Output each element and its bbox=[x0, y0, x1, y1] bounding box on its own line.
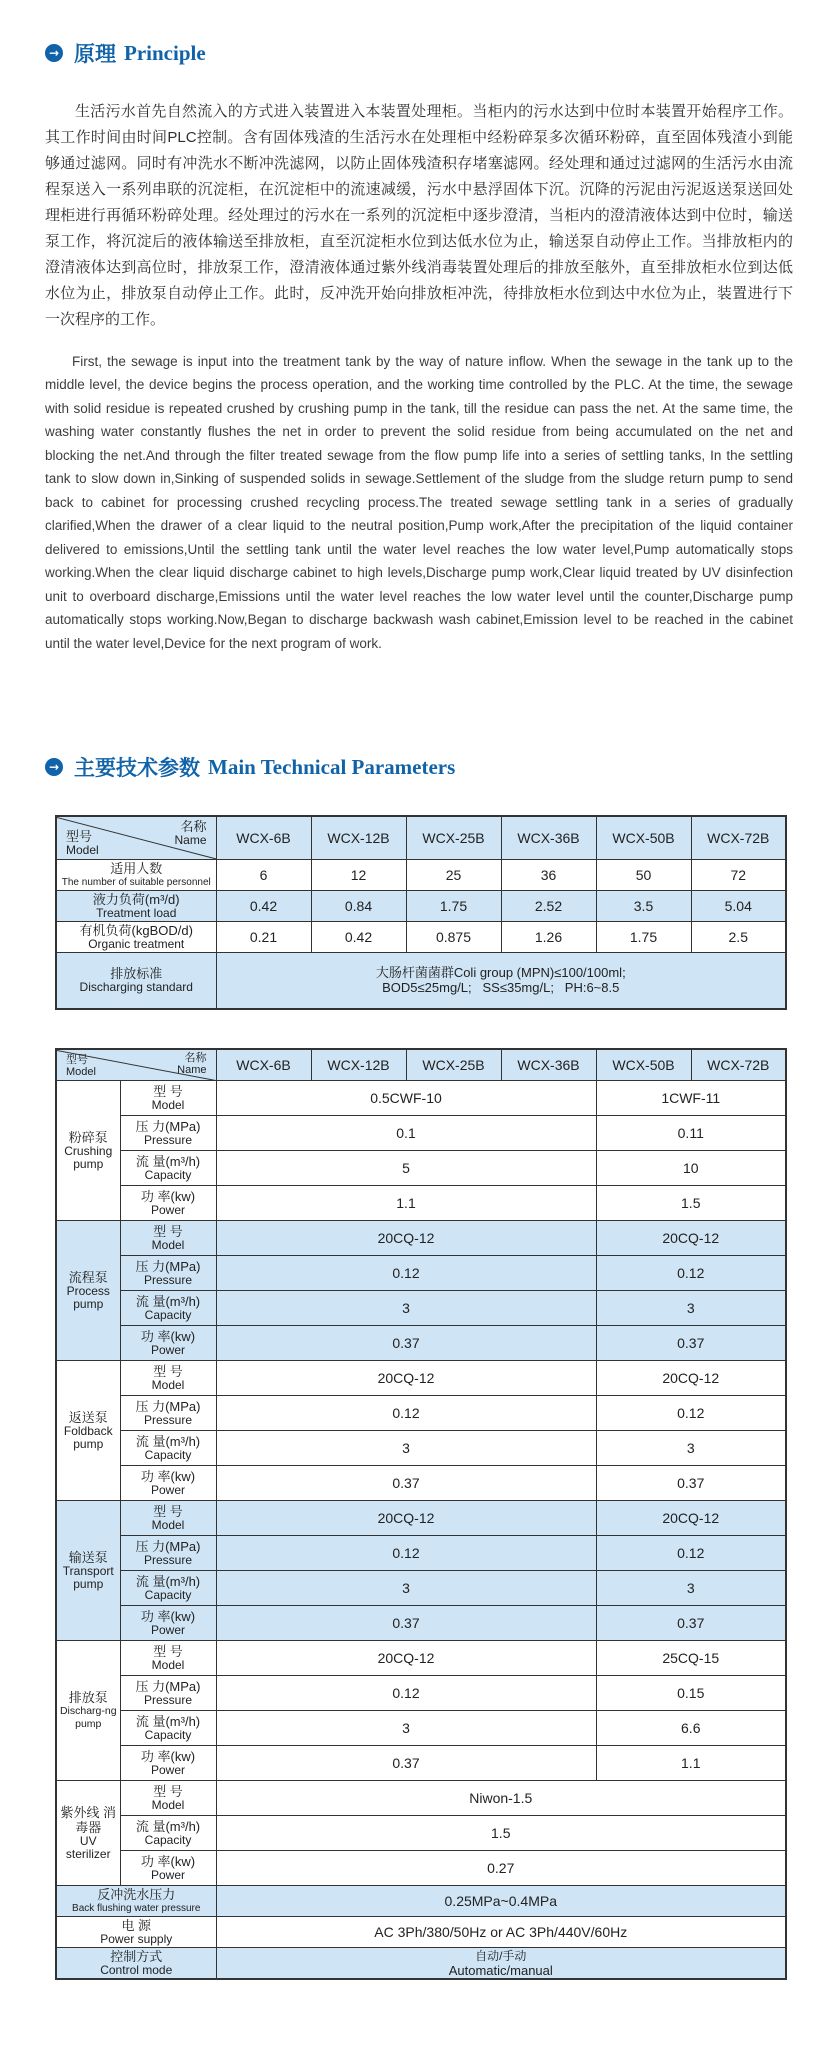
value-cell: 20CQ-12 bbox=[216, 1361, 596, 1396]
row-label: 型 号 Model bbox=[120, 1641, 216, 1676]
model-header: WCX-72B bbox=[691, 816, 786, 860]
value-cell: 5 bbox=[216, 1151, 596, 1186]
table-row bbox=[56, 1186, 786, 1221]
value-cell: 25CQ-15 bbox=[596, 1641, 786, 1676]
value-cell: 3.5 bbox=[596, 891, 691, 922]
value-cell: 20CQ-12 bbox=[216, 1641, 596, 1676]
table-header-row bbox=[56, 816, 786, 860]
row-label: 流 量(m³/h) Capacity bbox=[120, 1711, 216, 1746]
table-row bbox=[56, 1641, 786, 1676]
table-row bbox=[56, 1851, 786, 1886]
value-cell: 2.5 bbox=[691, 922, 786, 953]
table-row bbox=[56, 1396, 786, 1431]
value-cell: 6 bbox=[216, 860, 311, 891]
row-label: 功 率(kw) Power bbox=[120, 1186, 216, 1221]
table-row bbox=[56, 1886, 786, 1917]
discharging-standard-line2: BOD5≤25mg/L; SS≤35mg/L; PH:6~8.5 bbox=[382, 980, 620, 996]
row-label: 流 量(m³/h) Capacity bbox=[120, 1816, 216, 1851]
value-cell: 0.11 bbox=[596, 1116, 786, 1151]
table-row bbox=[56, 1711, 786, 1746]
value-cell: Niwon-1.5 bbox=[216, 1781, 786, 1816]
value-cell bbox=[216, 953, 786, 1009]
value-cell: 0.27 bbox=[216, 1851, 786, 1886]
value-cell: 20CQ-12 bbox=[216, 1501, 596, 1536]
table-row bbox=[56, 1221, 786, 1256]
value-cell bbox=[216, 1948, 786, 1980]
row-label: 压 力(MPa) Pressure bbox=[120, 1536, 216, 1571]
main-parameters-table bbox=[55, 815, 787, 1010]
arrow-right-circle-icon: → bbox=[45, 44, 63, 62]
table-row bbox=[56, 1746, 786, 1781]
table-row bbox=[56, 922, 786, 953]
row-label: 压 力(MPa) Pressure bbox=[120, 1256, 216, 1291]
section-heading-parameters bbox=[45, 752, 455, 782]
value-cell: 1.26 bbox=[501, 922, 596, 953]
table-row bbox=[56, 1948, 786, 1980]
value-cell: 0.42 bbox=[311, 922, 406, 953]
table-row bbox=[56, 1116, 786, 1151]
row-label: 压 力(MPa) Pressure bbox=[120, 1676, 216, 1711]
control-mode-zh: 自动/手动 bbox=[475, 1949, 527, 1963]
table-row bbox=[56, 1676, 786, 1711]
value-cell: 3 bbox=[216, 1711, 596, 1746]
value-cell: 3 bbox=[216, 1291, 596, 1326]
corner-cell bbox=[56, 816, 216, 860]
value-cell: 20CQ-12 bbox=[596, 1221, 786, 1256]
row-label: 压 力(MPa) Pressure bbox=[120, 1396, 216, 1431]
value-cell: 0.1 bbox=[216, 1116, 596, 1151]
table-row bbox=[56, 1361, 786, 1396]
value-cell: 3 bbox=[216, 1431, 596, 1466]
value-cell: 25 bbox=[406, 860, 501, 891]
row-label: 流 量(m³/h) Capacity bbox=[120, 1431, 216, 1466]
corner-model-label: 型号 Model bbox=[66, 1054, 96, 1078]
value-cell: 0.21 bbox=[216, 922, 311, 953]
row-label: 型 号 Model bbox=[120, 1361, 216, 1396]
table-row bbox=[56, 953, 786, 1009]
detail-parameters-table bbox=[55, 1048, 787, 1980]
group-label: 流程泵 Process pump bbox=[56, 1221, 120, 1361]
value-cell: 0.37 bbox=[216, 1606, 596, 1641]
row-label: 型 号 Model bbox=[120, 1501, 216, 1536]
value-cell: 0.15 bbox=[596, 1676, 786, 1711]
model-header: WCX-72B bbox=[691, 1049, 786, 1081]
arrow-right-circle-icon: → bbox=[45, 758, 63, 776]
row-label: 液力负荷(m³/d) Treatment load bbox=[56, 891, 216, 922]
group-label: 返送泵 Foldback pump bbox=[56, 1361, 120, 1501]
group-label: 紫外线 消毒器 UV sterilizer bbox=[56, 1781, 120, 1886]
row-label: 控制方式 Control mode bbox=[56, 1948, 216, 1980]
value-cell: 10 bbox=[596, 1151, 786, 1186]
row-label: 型 号 Model bbox=[120, 1221, 216, 1256]
row-label: 电 源 Power supply bbox=[56, 1917, 216, 1948]
corner-name-label: 名称 Name bbox=[174, 819, 207, 847]
model-header: WCX-12B bbox=[311, 1049, 406, 1081]
model-header: WCX-25B bbox=[406, 816, 501, 860]
value-cell: 0.37 bbox=[596, 1606, 786, 1641]
value-cell: 0.12 bbox=[216, 1396, 596, 1431]
model-header: WCX-12B bbox=[311, 816, 406, 860]
row-label: 功 率(kw) Power bbox=[120, 1746, 216, 1781]
value-cell: 50 bbox=[596, 860, 691, 891]
table-row bbox=[56, 1256, 786, 1291]
table-row bbox=[56, 1326, 786, 1361]
value-cell: 0.25MPa~0.4MPa bbox=[216, 1886, 786, 1917]
table-row bbox=[56, 1606, 786, 1641]
value-cell: 72 bbox=[691, 860, 786, 891]
value-cell: 0.12 bbox=[216, 1536, 596, 1571]
table-row bbox=[56, 1816, 786, 1851]
principle-title-zh: 原理 bbox=[74, 42, 116, 66]
parameters-title-zh: 主要技术参数 bbox=[74, 756, 200, 780]
table-row bbox=[56, 891, 786, 922]
row-label: 适用人数 The number of suitable personnel bbox=[56, 860, 216, 891]
row-label: 型 号 Model bbox=[120, 1081, 216, 1116]
table-row bbox=[56, 1081, 786, 1116]
value-cell: 3 bbox=[596, 1571, 786, 1606]
row-label: 反冲洗水压力 Back flushing water pressure bbox=[56, 1886, 216, 1917]
value-cell: 1.5 bbox=[596, 1186, 786, 1221]
row-label: 功 率(kw) Power bbox=[120, 1851, 216, 1886]
value-cell: 0.5CWF-10 bbox=[216, 1081, 596, 1116]
discharging-standard-line1: 大肠杆菌菌群Coli group (MPN)≤100/100ml; bbox=[375, 965, 626, 981]
value-cell: 36 bbox=[501, 860, 596, 891]
row-label: 功 率(kw) Power bbox=[120, 1606, 216, 1641]
value-cell: 3 bbox=[596, 1291, 786, 1326]
model-header: WCX-36B bbox=[501, 1049, 596, 1081]
value-cell: 0.84 bbox=[311, 891, 406, 922]
row-label: 流 量(m³/h) Capacity bbox=[120, 1571, 216, 1606]
value-cell: 0.42 bbox=[216, 891, 311, 922]
corner-cell bbox=[56, 1049, 216, 1081]
value-cell: 0.37 bbox=[596, 1326, 786, 1361]
value-cell: 0.12 bbox=[596, 1256, 786, 1291]
section-heading-principle bbox=[45, 38, 206, 68]
value-cell: 6.6 bbox=[596, 1711, 786, 1746]
value-cell: 0.12 bbox=[596, 1536, 786, 1571]
table-header-row bbox=[56, 1049, 786, 1081]
table-row bbox=[56, 1151, 786, 1186]
table-row bbox=[56, 1466, 786, 1501]
model-header: WCX-25B bbox=[406, 1049, 501, 1081]
model-header: WCX-36B bbox=[501, 816, 596, 860]
parameters-title-en: Main Technical Parameters bbox=[208, 754, 456, 779]
row-label: 有机负荷(kgBOD/d) Organic treatment bbox=[56, 922, 216, 953]
value-cell: 0.37 bbox=[216, 1466, 596, 1501]
value-cell: AC 3Ph/380/50Hz or AC 3Ph/440V/60Hz bbox=[216, 1917, 786, 1948]
row-label: 流 量(m³/h) Capacity bbox=[120, 1291, 216, 1326]
value-cell: 0.12 bbox=[596, 1396, 786, 1431]
value-cell: 0.12 bbox=[216, 1676, 596, 1711]
table-row bbox=[56, 1291, 786, 1326]
row-label: 压 力(MPa) Pressure bbox=[120, 1116, 216, 1151]
value-cell: 0.37 bbox=[216, 1746, 596, 1781]
table-row bbox=[56, 1571, 786, 1606]
group-label: 排放泵 Discharg-ng pump bbox=[56, 1641, 120, 1781]
model-header: WCX-50B bbox=[596, 1049, 691, 1081]
value-cell: 5.04 bbox=[691, 891, 786, 922]
value-cell: 2.52 bbox=[501, 891, 596, 922]
value-cell: 1.75 bbox=[596, 922, 691, 953]
corner-name-label: 名称 Name bbox=[177, 1052, 207, 1076]
value-cell: 1.1 bbox=[216, 1186, 596, 1221]
value-cell: 20CQ-12 bbox=[216, 1221, 596, 1256]
table-row bbox=[56, 1501, 786, 1536]
value-cell: 3 bbox=[216, 1571, 596, 1606]
row-label: 排放标准 Discharging standard bbox=[56, 953, 216, 1009]
table-row bbox=[56, 1431, 786, 1466]
value-cell: 3 bbox=[596, 1431, 786, 1466]
value-cell: 12 bbox=[311, 860, 406, 891]
control-mode-en: Automatic/manual bbox=[448, 1963, 553, 1978]
value-cell: 1.5 bbox=[216, 1816, 786, 1851]
model-header: WCX-6B bbox=[216, 816, 311, 860]
value-cell: 0.37 bbox=[596, 1466, 786, 1501]
value-cell: 1.75 bbox=[406, 891, 501, 922]
table-row bbox=[56, 1536, 786, 1571]
table-row bbox=[56, 1917, 786, 1948]
table-row bbox=[56, 1781, 786, 1816]
row-label: 功 率(kw) Power bbox=[120, 1326, 216, 1361]
principle-paragraph-en: First, the sewage is input into the treatment tank by the way of nature inflow. When the sewage in the tank up to the middle level, the device begins the process operation, and the working time controlled by the PLC. At the time, the sewage with solid residue is repeated crushed by crushing pump in the tank, till the residue can pass the net. At the same time, the washing water constantly flushes the net in order to prevent the solid residue from being accumulated on the net and blocking the net.And through the filter treated sewage from the flow pump life into a series of settling tanks, In the settling tank to slow down in,Sinking of suspended solids in sewage.Settlement of the sludge from the sludge return pump to send back to cabinet for processing crushed recycling process.The treated sewage settling tank in a series of gradually clarified,When the drawer of a clear liquid to the neutral position,Pump work,After the precipitation of the liquid container delivered to emissions,Until the settling tank until the water level reaches the low water level,Pump automatically stops working.When the clear liquid discharge cabinet to high levels,Discharge pump work,Clear liquid treated by UV disinfection unit to overboard discharge,Emissions until the water level reaches the low water level until the counter,Discharge pump automatically stops working.Now,Began to discharge backwash wash cabinet,Emission level to be reached in the cabinet until the water level,Device for the next program of work. bbox=[45, 353, 793, 651]
row-label: 流 量(m³/h) Capacity bbox=[120, 1151, 216, 1186]
value-cell: 0.37 bbox=[216, 1326, 596, 1361]
value-cell: 20CQ-12 bbox=[596, 1501, 786, 1536]
model-header: WCX-6B bbox=[216, 1049, 311, 1081]
row-label: 功 率(kw) Power bbox=[120, 1466, 216, 1501]
value-cell: 1.1 bbox=[596, 1746, 786, 1781]
value-cell: 20CQ-12 bbox=[596, 1361, 786, 1396]
group-label: 输送泵 Transport pump bbox=[56, 1501, 120, 1641]
corner-model-label: 型号 Model bbox=[66, 829, 99, 857]
table-row bbox=[56, 860, 786, 891]
value-cell: 0.12 bbox=[216, 1256, 596, 1291]
group-label: 粉碎泵 Crushing pump bbox=[56, 1081, 120, 1221]
principle-title-en: Principle bbox=[124, 40, 206, 65]
row-label: 型 号 Model bbox=[120, 1781, 216, 1816]
model-header: WCX-50B bbox=[596, 816, 691, 860]
principle-paragraph-zh: 生活污水首先自然流入的方式进入装置进入本装置处理柜。当柜内的污水达到中位时本装置开始程序工作。其工作时间由时间PLC控制。含有固体残渣的生活污水在处理柜中经粉碎泵多次循环粉碎，直至固体残渣小到能够通过滤网。同时有冲洗水不断冲洗滤网，以防止固体残渣积存堵塞滤网。经处理和通过过滤网的生活污水由流程泵送入一系列串联的沉淀柜，在沉淀柜中的流速减缓，污水中悬浮固体下沉。沉降的污泥由污泥返送泵送回处理柜进行再循环粉碎处理。经处理过的污水在一系列的沉淀柜中逐步澄清，当柜内的澄清液体达到中位时，输送泵工作，将沉淀后的液体输送至排放柜，直至沉淀柜水位到达低水位为止，输送泵自动停止工作。当排放柜内的澄清液体达到高位时，排放泵工作，澄清液体通过紫外线消毒装置处理后的排放至舷外，直至排放柜水位到达低水位为止，排放泵自动停止工作。此时，反冲洗开始向排放柜冲洗，待排放柜水位到达中水位为止，装置进行下一次程序的工作。 bbox=[45, 103, 793, 328]
value-cell: 0.875 bbox=[406, 922, 501, 953]
value-cell: 1CWF-11 bbox=[596, 1081, 786, 1116]
